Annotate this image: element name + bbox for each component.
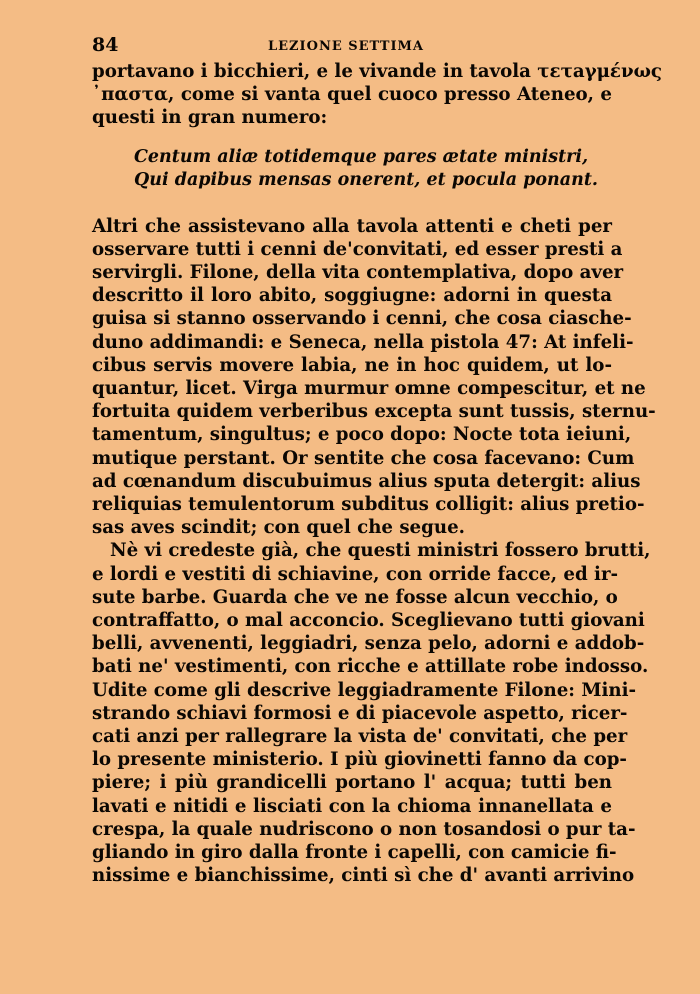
text-line: Nè vi credeste già, che questi ministri fossero brutti,: [110, 540, 651, 562]
text-line: servirgli. Filone, della vita contemplativa, dopo aver: [92, 262, 624, 284]
text-line: belli, avvenenti, leggiadri, senza pelo, adorni e addob-: [92, 633, 645, 655]
text-line: lo presente ministerio. I più giovinetti fanno da cop-: [92, 749, 627, 771]
text-line: nissime e bianchissime, cinti sì che d' avanti arrivino: [92, 865, 635, 887]
text-line: Altri che assistevano alla tavola attenti e cheti per: [92, 215, 612, 237]
text-line: lavati e nitidi e lisciati con la chioma innanellata e: [92, 795, 612, 817]
text-line: crespa, la quale nudriscono o non tosandosi o pur ta-: [92, 818, 636, 840]
opening-text: [92, 60, 662, 130]
text-line: Udite come gli descrive leggiadramente Filone: Mini-: [92, 679, 637, 701]
text-line: sas aves scindit; con quel che segue.: [92, 517, 465, 539]
text-line: mutique perstant. Or sentite che cosa facevano: Cum: [92, 447, 635, 469]
text-line: tamentum, singultus; e poco dopo: Nocte tota ieiuni,: [92, 424, 632, 446]
page-header: [92, 34, 612, 60]
quote-line: Centum aliæ totidemque pares ætate ministri,: [134, 146, 589, 167]
text-line: piere; i più grandicelli portano l' acqua; tutti ben: [92, 772, 612, 794]
text-line: contraffatto, o mal acconcio. Sceglievano tutti giovani: [92, 610, 645, 632]
text-line: strando schiavi formosi e di piacevole aspetto, ricer-: [92, 702, 628, 724]
paragraph-1: [92, 215, 656, 540]
latin-quote: [134, 146, 612, 193]
text-line: ad cœnandum discubuimus alius sputa detergit: alius: [92, 470, 641, 492]
text-line: questi in gran numero:: [92, 107, 328, 129]
text-line: bati ne' vestimenti, con ricche e attillate robe indosso.: [92, 656, 649, 678]
text-line: portavano i bicchieri, e le vivande in tavola τετaγμένως: [92, 61, 662, 82]
running-title: LEZIONE SETTIMA: [268, 39, 425, 54]
text-line: guisa si stanno osservando i cenni, che cosa ciasche-: [92, 308, 632, 330]
quote-line: Qui dapibus mensas onerent, et pocula ponant.: [134, 170, 599, 191]
page-number: 84: [92, 34, 119, 56]
text-line: ᾿παστα, come si vanta quel cuoco presso Ateneo, e: [92, 84, 612, 106]
text-line: gliando in giro dalla fronte i capelli, con camicie fi-: [92, 842, 617, 864]
text-line: fortuita quidem verberibus excepta sunt tussis, sternu-: [92, 401, 656, 423]
text-line: quantur, licet. Virga murmur omne compescitur, et ne: [92, 378, 646, 400]
text-line: osservare tutti i cenni de'convitati, ed esser presti a: [92, 238, 623, 260]
text-line: reliquias temulentorum subditus colligit: alius pretio-: [92, 494, 645, 516]
text-line: sute barbe. Guarda che ve ne fosse alcun vecchio, o: [92, 586, 618, 608]
text-line: cati anzi per rallegrare la vista de' convitati, che per: [92, 726, 628, 748]
text-line: cibus servis movere labia, ne in hoc quidem, ut lo-: [92, 354, 612, 376]
text-line: duno addimandi: e Seneca, nella pistola 47: At infeli-: [92, 331, 634, 353]
text-line: descritto il loro abito, soggiugne: adorni in questa: [92, 285, 612, 307]
paragraph-2: [92, 539, 651, 887]
text-line: e lordi e vestiti di schiavine, con orride facce, ed ir-: [92, 563, 619, 585]
